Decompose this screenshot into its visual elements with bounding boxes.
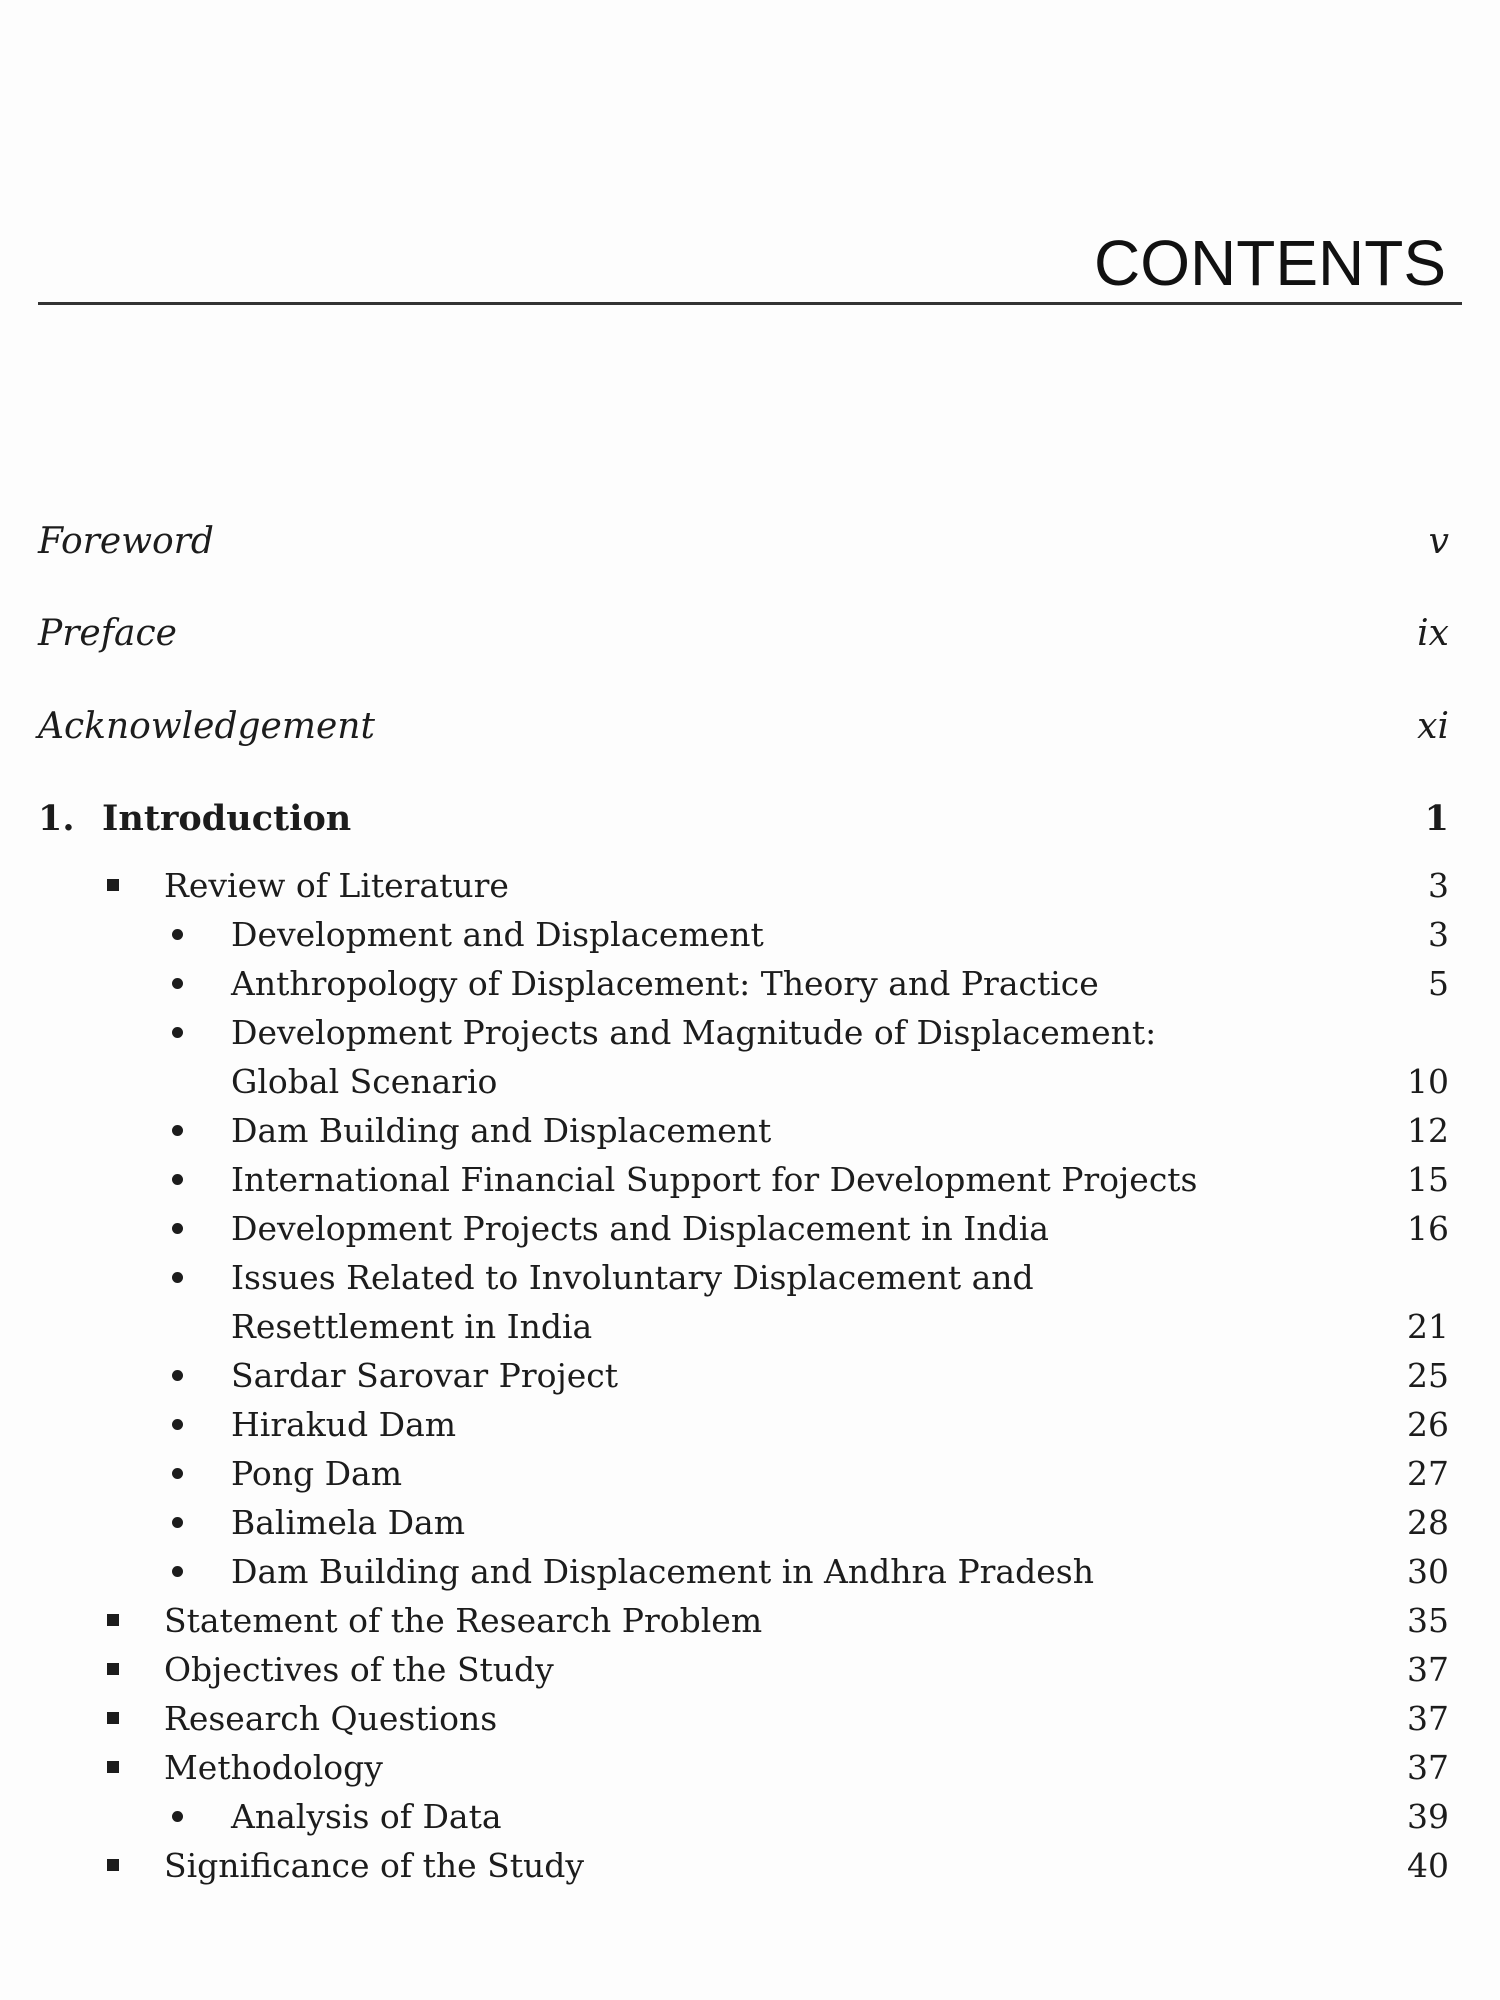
toc-page: 37 xyxy=(1407,1699,1449,1738)
toc-label: Resettlement in India xyxy=(231,1307,593,1346)
toc-label: Significance of the Study xyxy=(164,1846,585,1885)
toc-page: 37 xyxy=(1407,1748,1449,1787)
toc-label: Dam Building and Displacement in Andhra Pradesh xyxy=(231,1552,1094,1591)
chapter-label: Introduction xyxy=(102,798,352,839)
toc-page: xi xyxy=(1417,706,1449,747)
toc-page: v xyxy=(1428,521,1449,562)
toc-entry[interactable] xyxy=(38,1057,1449,1106)
toc-page: 15 xyxy=(1407,1160,1449,1199)
square-bullet-icon xyxy=(107,879,119,891)
toc-label: Issues Related to Involuntary Displacement and xyxy=(231,1258,1034,1297)
toc-page: 21 xyxy=(1407,1307,1449,1346)
toc-entry[interactable] xyxy=(38,1400,1449,1449)
toc-page: ix xyxy=(1417,613,1449,654)
toc-entry[interactable] xyxy=(38,1645,1449,1694)
chapter-number: 1. xyxy=(38,798,75,839)
toc-entry-acknowledgement[interactable] xyxy=(38,702,1449,751)
toc-label: Statement of the Research Problem xyxy=(164,1601,763,1640)
toc-page: 1 xyxy=(1424,798,1449,839)
page-title: CONTENTS xyxy=(1094,227,1446,299)
toc-entry[interactable] xyxy=(38,959,1449,1008)
title-rule xyxy=(38,302,1462,305)
square-bullet-icon xyxy=(107,1859,119,1871)
round-bullet-icon xyxy=(172,1223,183,1234)
toc-label: Research Questions xyxy=(164,1699,498,1738)
square-bullet-icon xyxy=(107,1663,119,1675)
square-bullet-icon xyxy=(107,1712,119,1724)
round-bullet-icon xyxy=(172,1272,183,1283)
toc-page: 25 xyxy=(1407,1356,1449,1395)
toc-entry[interactable] xyxy=(38,1008,1449,1057)
round-bullet-icon xyxy=(172,1027,183,1038)
toc-entry[interactable] xyxy=(38,1498,1449,1547)
toc-label: Preface xyxy=(38,613,177,654)
toc-page: 26 xyxy=(1407,1405,1449,1444)
round-bullet-icon xyxy=(172,1811,183,1822)
toc-entry[interactable] xyxy=(38,1302,1449,1351)
toc-entry[interactable] xyxy=(38,861,1449,910)
toc-label: Pong Dam xyxy=(231,1454,403,1493)
toc-label: Balimela Dam xyxy=(231,1503,465,1542)
toc-entry-foreword[interactable] xyxy=(38,517,1449,566)
toc-label: Review of Literature xyxy=(164,866,509,905)
toc-page: 10 xyxy=(1407,1062,1449,1101)
toc-page: 5 xyxy=(1428,964,1449,1003)
toc-page: 40 xyxy=(1407,1846,1449,1885)
round-bullet-icon xyxy=(172,1468,183,1479)
toc-label: Methodology xyxy=(164,1748,383,1787)
round-bullet-icon xyxy=(172,1125,183,1136)
toc-entry[interactable] xyxy=(38,1106,1449,1155)
toc-entry[interactable] xyxy=(38,1841,1449,1890)
toc-entry[interactable] xyxy=(38,1155,1449,1204)
toc-page: 39 xyxy=(1407,1797,1449,1836)
toc-page: 28 xyxy=(1407,1503,1449,1542)
toc-label: Sardar Sarovar Project xyxy=(231,1356,618,1395)
toc-entry-preface[interactable] xyxy=(38,609,1449,658)
round-bullet-icon xyxy=(172,1370,183,1381)
toc-entry[interactable] xyxy=(38,1694,1449,1743)
toc-page: 35 xyxy=(1407,1601,1449,1640)
toc-page: 27 xyxy=(1407,1454,1449,1493)
toc-entry[interactable] xyxy=(38,1792,1449,1841)
toc-entry[interactable] xyxy=(38,1253,1449,1302)
round-bullet-icon xyxy=(172,1517,183,1528)
toc-entry[interactable] xyxy=(38,1351,1449,1400)
toc-chapter-introduction[interactable] xyxy=(38,794,1449,843)
toc-page: 12 xyxy=(1407,1111,1449,1150)
square-bullet-icon xyxy=(107,1614,119,1626)
toc-page: 30 xyxy=(1407,1552,1449,1591)
toc-label: Global Scenario xyxy=(231,1062,498,1101)
toc-label: Anthropology of Displacement: Theory and Practice xyxy=(231,964,1099,1003)
toc-label: Dam Building and Displacement xyxy=(231,1111,772,1150)
toc-label: Development and Displacement xyxy=(231,915,764,954)
round-bullet-icon xyxy=(172,1174,183,1185)
toc-label: Development Projects and Displacement in India xyxy=(231,1209,1049,1248)
toc-label: Foreword xyxy=(38,521,214,562)
toc-label: Objectives of the Study xyxy=(164,1650,554,1689)
toc-label: Analysis of Data xyxy=(231,1797,502,1836)
toc-page: 16 xyxy=(1407,1209,1449,1248)
toc-page: 3 xyxy=(1428,915,1449,954)
toc-label: Development Projects and Magnitude of Displacement: xyxy=(231,1013,1157,1052)
toc-entry[interactable] xyxy=(38,1596,1449,1645)
round-bullet-icon xyxy=(172,1566,183,1577)
toc-page: 3 xyxy=(1428,866,1449,905)
round-bullet-icon xyxy=(172,1419,183,1430)
toc-page: 37 xyxy=(1407,1650,1449,1689)
round-bullet-icon xyxy=(172,929,183,940)
square-bullet-icon xyxy=(107,1761,119,1773)
round-bullet-icon xyxy=(172,978,183,989)
toc-entry[interactable] xyxy=(38,1449,1449,1498)
toc-entry[interactable] xyxy=(38,910,1449,959)
toc-label: Hirakud Dam xyxy=(231,1405,457,1444)
toc-entry[interactable] xyxy=(38,1204,1449,1253)
toc-label: Acknowledgement xyxy=(38,706,375,747)
toc-entry[interactable] xyxy=(38,1743,1449,1792)
toc-entry[interactable] xyxy=(38,1547,1449,1596)
toc-label: International Financial Support for Development Projects xyxy=(231,1160,1198,1199)
